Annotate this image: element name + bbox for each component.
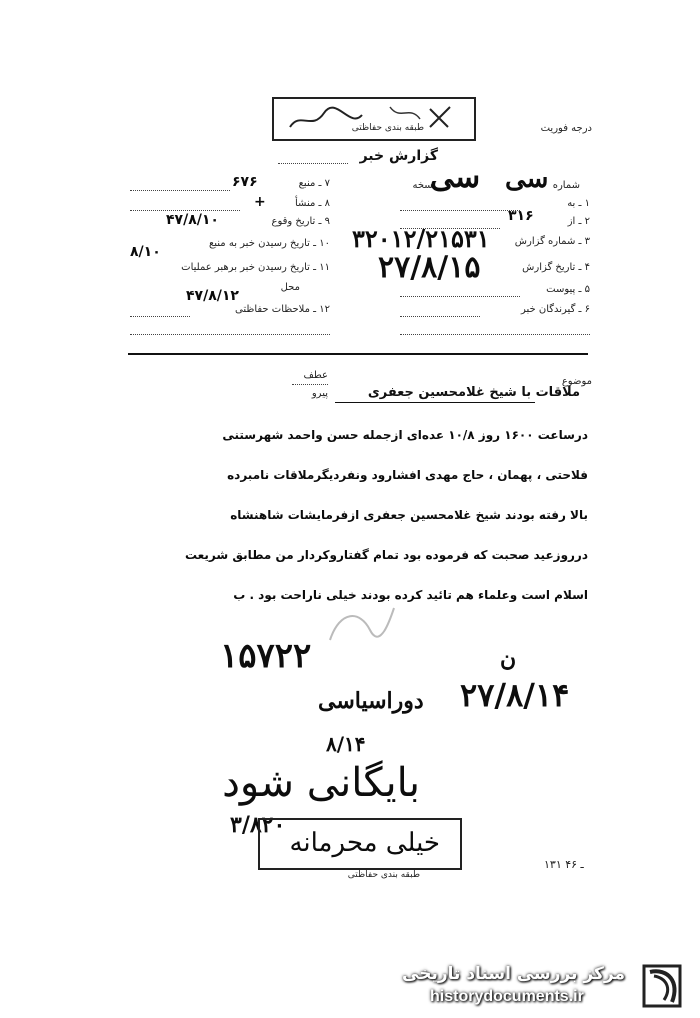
field-received-source-value: ۸/۱۰ (130, 244, 161, 260)
field-received-source-label: ۱۰ ـ تاریخ رسیدن خبر به منبع (208, 238, 330, 249)
field-source-label: ۷ ـ منبع (298, 178, 330, 189)
body-line-5: اسلام است وعلماء هم تائید کرده بودند خیلی ناراحت بود . ب (233, 588, 588, 602)
watermark-url: historydocuments.ir (430, 988, 584, 1005)
field-notes-line-1 (130, 316, 190, 317)
handwritten-archive-note: بایگانی شود (222, 760, 420, 806)
watermark-org-name: مرکز بررسی اسناد تاریخی (402, 964, 625, 984)
handwritten-boxed-text: خیلی محرمانه (289, 828, 440, 858)
header-separator (128, 353, 588, 355)
body-line-2: فلاحتی ، پهمان ، حاج مهدی افشارود ونفردیگرملاقات نامبرده (227, 468, 588, 482)
field-report-date-value: ۲۷/۸/۱۵ (378, 250, 481, 285)
field-attachment-line (400, 296, 520, 297)
field-from-label: ۲ ـ از (567, 216, 590, 227)
handwritten-signature: دوراسیاسی (318, 688, 424, 714)
field-occurrence-date-label: ۹ ـ تاریخ وقوع (271, 216, 330, 227)
body-line-4: درروزعید صحبت که فرموده بود تمام گفتاروکردار من مطابق شریعت (184, 548, 588, 562)
field-report-number-label: ۳ ـ شماره گزارش (514, 236, 590, 247)
subject-side-line (292, 384, 328, 385)
bottom-stamp-label: طبقه بندی حفاظتی (347, 870, 420, 880)
field-recipients-label: ۶ ـ گیرندگان خبر (520, 304, 590, 315)
handwritten-note-date: ۲۷/۸/۱۴ (460, 676, 570, 714)
field-received-ops-label: ۱۱ ـ تاریخ رسیدن خبر برهبر عملیات (181, 262, 330, 273)
field-place-label: محل (280, 282, 300, 293)
field-origin-label: ۸ ـ منشأ (294, 198, 330, 209)
field-from-value: ۳۱۶ (508, 208, 534, 224)
field-source-line (130, 190, 230, 191)
handwritten-boxed-number: ۳/۸۲۰ (230, 812, 286, 838)
stamp-scribble (280, 101, 470, 135)
report-title: گزارش خبر (359, 148, 438, 164)
field-occurrence-date-value: ۴۷/۸/۱۰ (166, 212, 219, 228)
field-protective-notes-label: ۱۲ ـ ملاحظات حفاظتی (235, 304, 330, 315)
field-report-date-label: ۴ ـ تاریخ گزارش (522, 262, 590, 273)
field-place-value: ۴۷/۸/۱۲ (186, 288, 239, 304)
handwritten-big-number: ۱۵۷۲۲ (220, 636, 312, 676)
field-recipients-line-1 (400, 316, 480, 317)
classification-stamp-box (272, 97, 476, 141)
classification-stamp-label: طبقه بندی حفاظتی (351, 123, 424, 133)
title-dots (278, 163, 348, 164)
subject-underline (335, 402, 535, 403)
page-number: ۱۳۱ ـ ۴۶ (544, 858, 584, 871)
field-origin-line (130, 210, 240, 211)
handwritten-copy-count: سی (430, 160, 481, 195)
field-to-line (400, 210, 520, 211)
body-line-1: درساعت ۱۶۰۰ روز ۱۰/۸ عده‌ای ازجمله حسن واحمد شهرستنی (222, 428, 588, 442)
field-notes-line-2 (130, 334, 330, 335)
handwritten-note-top: ن (500, 646, 517, 672)
field-recipients-line-2 (400, 334, 590, 335)
field-origin-value: + (254, 194, 267, 210)
subject-label: موضوع (561, 376, 592, 387)
subject-side-label-2: پیرو (311, 388, 328, 399)
copy-count-label: نسخه (412, 180, 436, 191)
handwritten-small-date: ۸/۱۴ (326, 732, 366, 756)
field-source-value: ۶۷۶ (232, 174, 258, 190)
faint-scribble (320, 600, 400, 650)
subject-text: ملاقات با شیخ غلامحسین جعفری (367, 385, 580, 400)
body-line-3: بالا رفته بودند شیخ غلامحسین جعفری ازفرمایشات شاهنشاه (230, 508, 588, 522)
subject-side-label-1: عطف (303, 370, 328, 381)
urgency-label: درجه فوریت (540, 123, 592, 134)
handwritten-copy-number: سی (505, 164, 549, 194)
field-to-label: ۱ ـ به (567, 198, 590, 209)
logo-icon (634, 958, 690, 1014)
bottom-stamp-box (258, 818, 462, 870)
copy-number-label: شماره (552, 180, 580, 191)
field-attachment-label: ۵ ـ پیوست (546, 284, 590, 295)
field-report-number-value: ۳۲۰۱۲/۲۱۵۳۱ (352, 224, 490, 253)
